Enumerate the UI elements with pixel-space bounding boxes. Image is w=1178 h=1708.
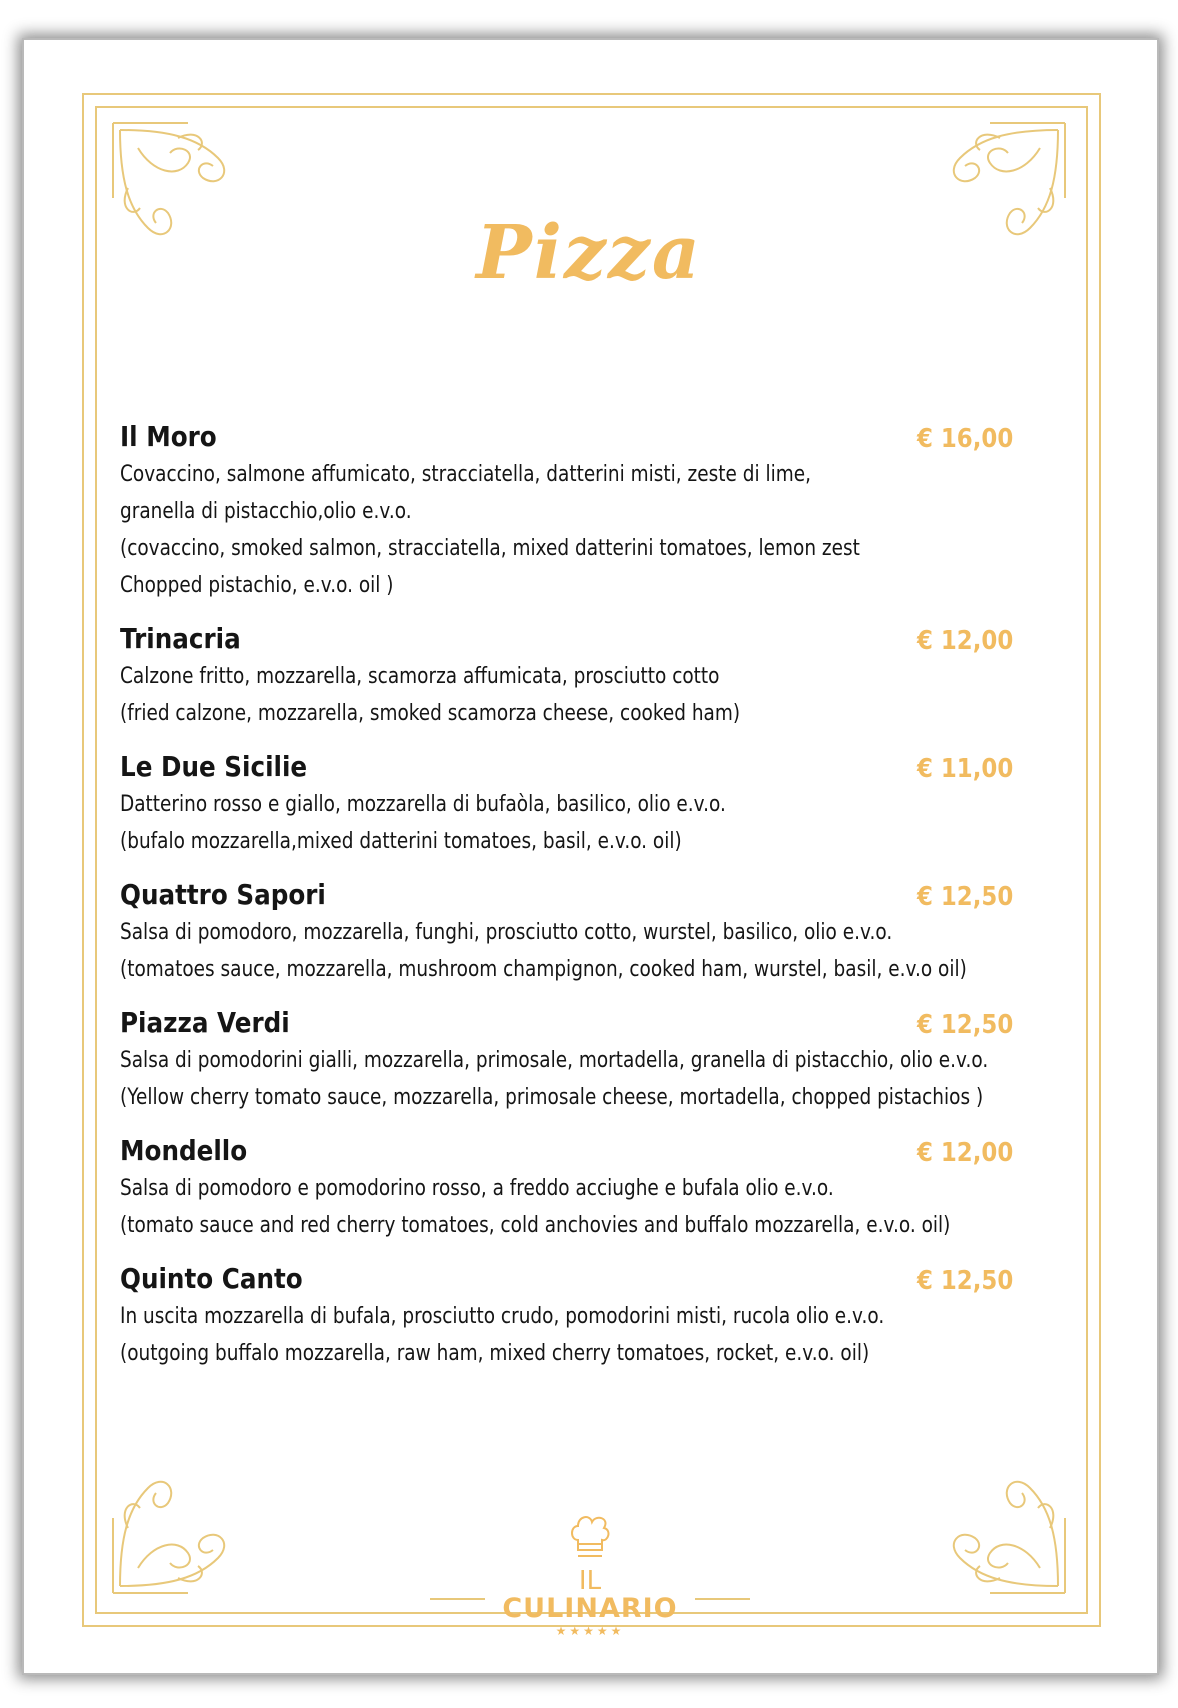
pizza-description-line: (fried calzone, mozzarella, smoked scamorza cheese, cooked ham) [120,701,741,726]
restaurant-logo [440,1510,740,1640]
pizza-name: Trinacria [120,622,241,655]
pizza-description-line: (tomatoes sauce, mozzarella, mushroom champignon, cooked ham, wurstel, basil, e.v.o oil) [120,957,967,982]
pizza-name: Il Moro [120,420,217,453]
pizza-description-line: Chopped pistachio, e.v.o. oil ) [120,573,394,598]
menu-item [120,620,1100,732]
pizza-price: € 16,00 [917,424,1014,454]
corner-ornament-bottom-right [920,1448,1070,1598]
pizza-description-line: In uscita mozzarella di bufala, prosciutto crudo, pomodorini misti, rucola olio e.v.o. [120,1304,885,1329]
pizza-description-line: (covaccino, smoked salmon, stracciatella, mixed datterini tomatoes, lemon zest [120,536,860,561]
logo-text-il: IL [578,1566,602,1596]
menu-item [120,876,1100,988]
pizza-price: € 12,00 [917,626,1014,656]
pizza-description-line: granella di pistacchio,olio e.v.o. [120,499,412,524]
pizza-name: Quattro Sapori [120,878,326,911]
pizza-list [120,418,1100,1388]
menu-item [120,418,1100,604]
menu-item [120,748,1100,860]
pizza-price: € 12,50 [917,1010,1014,1040]
logo-stars: ★★★★★ [555,1624,625,1638]
menu-item [120,1004,1100,1116]
pizza-description-line: (outgoing buffalo mozzarella, raw ham, mixed cherry tomatoes, rocket, e.v.o. oil) [120,1341,870,1366]
chef-hat-icon [568,1510,612,1560]
pizza-description-line: Salsa di pomodorini gialli, mozzarella, primosale, mortadella, granella di pistacchio, olio e.v.o. [120,1048,989,1073]
corner-ornament-bottom-left [108,1448,258,1598]
pizza-price: € 11,00 [917,754,1014,784]
pizza-description-line: (bufalo mozzarella,mixed datterini tomatoes, basil, e.v.o. oil) [120,829,682,854]
logo-divider-right [695,1598,750,1600]
pizza-description-line: (Yellow cherry tomato sauce, mozzarella, primosale cheese, mortadella, chopped pistachios ) [120,1085,984,1110]
logo-text-name: CULINARIO [502,1593,678,1624]
pizza-price: € 12,50 [917,1266,1014,1296]
menu-title: Pizza [476,210,702,296]
pizza-description-line: Datterino rosso e giallo, mozzarella di bufaòla, basilico, olio e.v.o. [120,792,726,817]
pizza-description-line: (tomato sauce and red cherry tomatoes, cold anchovies and buffalo mozzarella, e.v.o. oil) [120,1213,951,1238]
pizza-description-line: Salsa di pomodoro e pomodorino rosso, a freddo acciughe e bufala olio e.v.o. [120,1176,834,1201]
pizza-description-line: Calzone fritto, mozzarella, scamorza affumicata, prosciutto cotto [120,664,720,689]
logo-divider-left [430,1598,485,1600]
pizza-name: Mondello [120,1134,248,1167]
pizza-description-line: Salsa di pomodoro, mozzarella, funghi, prosciutto cotto, wurstel, basilico, olio e.v.o. [120,920,893,945]
pizza-name: Le Due Sicilie [120,750,308,783]
pizza-name: Piazza Verdi [120,1006,290,1039]
pizza-description-line: Covaccino, salmone affumicato, stracciatella, datterini misti, zeste di lime, [120,462,811,487]
pizza-name: Quinto Canto [120,1262,303,1295]
pizza-price: € 12,00 [917,1138,1014,1168]
menu-item [120,1260,1100,1372]
pizza-price: € 12,50 [917,882,1014,912]
menu-item [120,1132,1100,1244]
